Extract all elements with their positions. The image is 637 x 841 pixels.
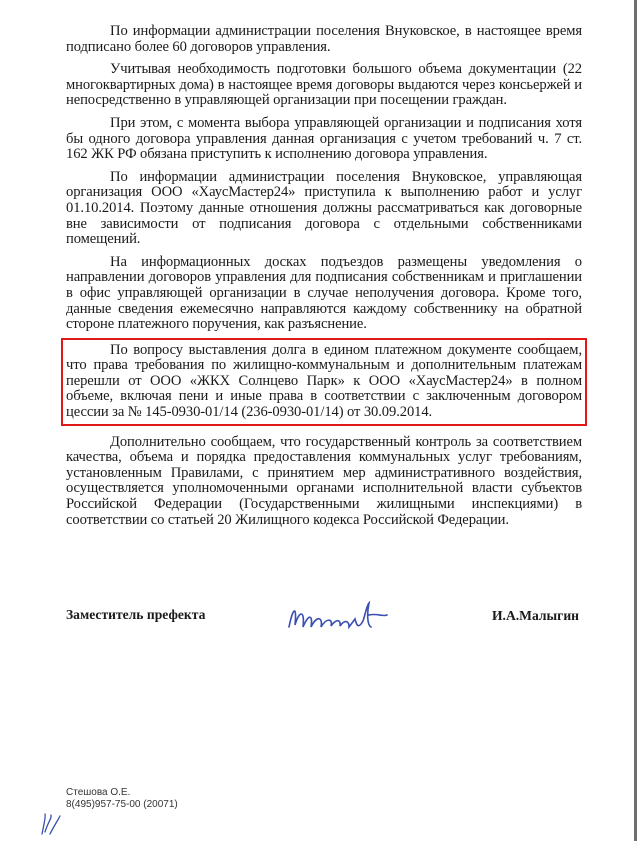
executor-info — [66, 787, 178, 811]
paragraph-start-of-work: По информации администрации поселения Внуковское, управляющая организация ООО «ХаусМастер24» приступила к выполнению работ и услуг 01.10.2014. Поэтому данные отношения должны рассматриваться как договорные вне зависимости от подписания договора с отдельными собственниками помещений. — [66, 168, 582, 248]
paragraph-agreements-count: По информации администрации поселения Внуковское, в настоящее время подписано более 60 договоров управления. — [66, 23, 582, 55]
paragraph-obligation: При этом, с момента выбора управляющей организации и подписания хотя бы одного договора управления данная организация с учетом требований ч. 7 ст. 162 ЖК РФ обязана приступить к исполнению договора управления. — [66, 114, 582, 163]
signatory-role: Заместитель префекта — [66, 607, 206, 622]
paragraph-notices: На информационных досках подъездов размещены уведомления о направлении договоров управления для подписания собственникам и приглашении в офис управляющей организации в случае неполучения договора. Кроме того, данные сведения ежемесячно направляются каждому собственнику на обратной стороне платежного поручения, как разъяснение. — [66, 253, 582, 333]
executor-name: Стешова О.Е. — [66, 787, 131, 798]
paragraph-documentation: Учитывая необходимость подготовки большого объема документации (22 многоквартирных дома) в настоящее время договоры выдаются через консьержей и непосредственно в управляющей организации при посещении граждан. — [66, 61, 582, 109]
paragraph-state-control: Дополнительно сообщаем, что государственный контроль за соответствием качества, объема и порядка предоставления коммунальных услуг требованиям, установленным Правилами, с принятием мер административного воздействия, осуществляется уполномоченными органами исполнительной власти субъектов Российской Федерации (Государственными жилищными инспекциями) в соответствии со статьей 20 Жилищного кодекса Российской Федерации. — [66, 433, 582, 528]
executor-phone: 8(495)957-75-00 (20071) — [66, 799, 178, 810]
highlighted-paragraph-debt: По вопросу выставления долга в едином платежном документе сообщаем, что права требования по жилищно-коммунальным и дополнительным платежам перешли от ООО «ЖКХ Солнцево Парк» к ООО «ХаусМастер24» в полном объеме, включая пени и иные права в соответствии с заключенным договором цессии за № 145-0930-01/14 (236-0930-01/14) от 30.09.2014. — [66, 341, 582, 421]
letter-body — [66, 24, 582, 535]
handwritten-signature — [283, 597, 393, 639]
handwritten-mark — [36, 812, 66, 838]
signatory-name: И.А.Малыгин — [491, 608, 579, 623]
